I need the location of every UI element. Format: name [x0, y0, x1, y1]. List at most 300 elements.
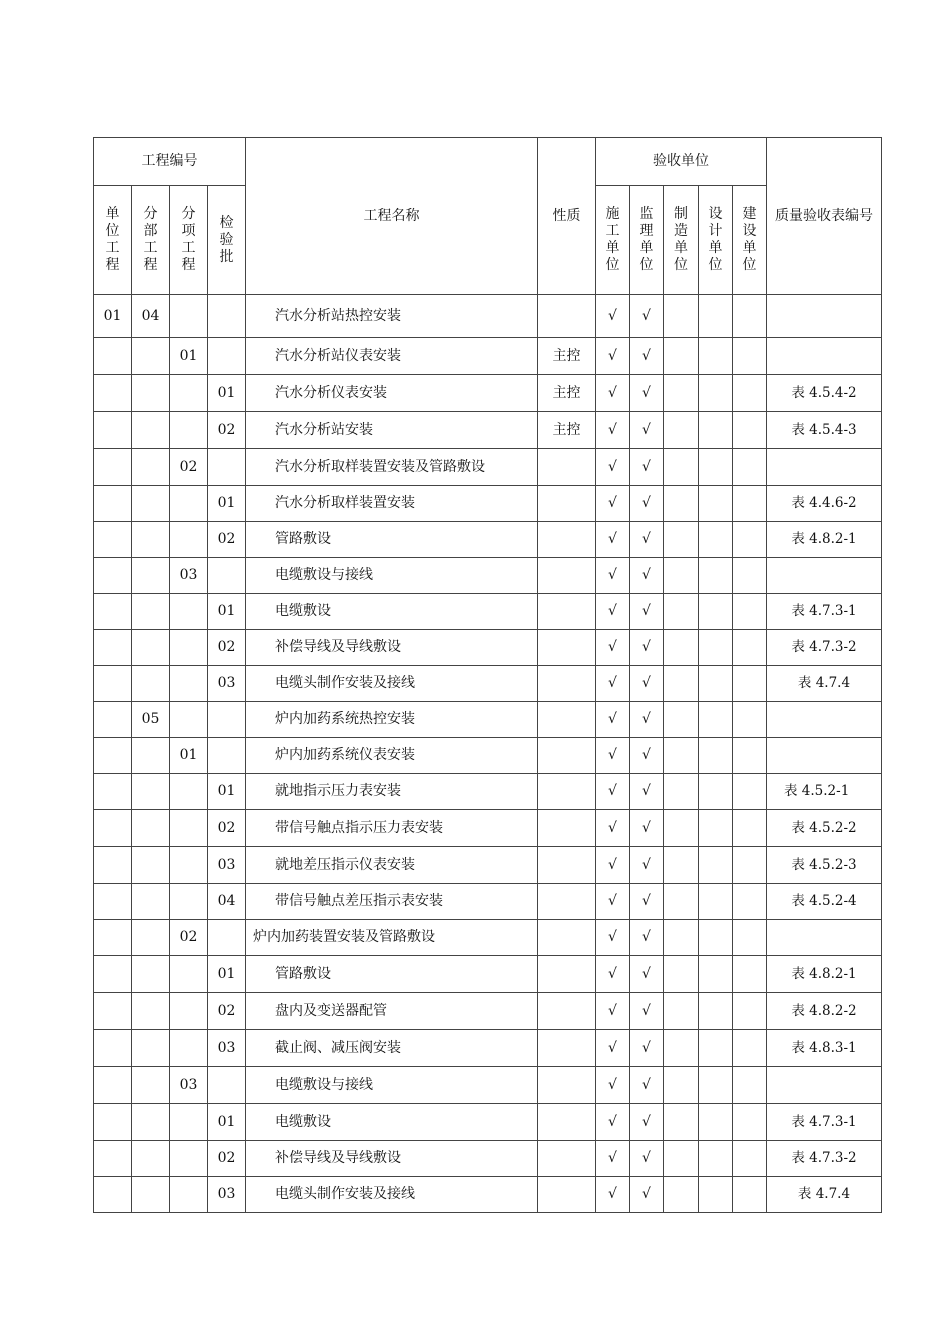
table-row — [94, 810, 882, 847]
table-row — [94, 522, 882, 558]
table-row — [94, 375, 882, 412]
supervision-check: √ — [630, 594, 664, 630]
construction-check: √ — [596, 884, 630, 920]
form-number-cell: 表 4.8.2-1 — [767, 522, 882, 558]
nature-cell — [538, 522, 596, 558]
nature-cell — [538, 993, 596, 1030]
manufacturing-cell — [664, 486, 699, 522]
unit-cell — [94, 702, 132, 738]
table-row — [94, 338, 882, 375]
unit-cell: 01 — [94, 295, 132, 338]
owner-cell — [733, 1067, 767, 1104]
supervision-check: √ — [630, 993, 664, 1030]
item-cell — [170, 1030, 208, 1067]
supervision-check: √ — [630, 1030, 664, 1067]
header-form-number-text: 质量验收表编号 — [775, 207, 873, 224]
item-cell — [170, 594, 208, 630]
item-cell — [170, 1141, 208, 1177]
construction-check: √ — [596, 774, 630, 810]
part-cell — [132, 1030, 170, 1067]
name-cell: 截止阀、减压阀安装 — [246, 1030, 538, 1067]
header-project-code: 工程编号 — [94, 138, 246, 186]
name-cell: 炉内加药装置安装及管路敷设 — [246, 920, 538, 956]
form-number-cell: 表 4.8.3-1 — [767, 1030, 882, 1067]
part-cell — [132, 666, 170, 702]
header-construction — [596, 186, 630, 295]
nature-cell — [538, 956, 596, 993]
unit-cell — [94, 449, 132, 486]
manufacturing-cell — [664, 774, 699, 810]
unit-cell — [94, 594, 132, 630]
owner-cell — [733, 522, 767, 558]
manufacturing-cell — [664, 630, 699, 666]
table-row — [94, 1104, 882, 1141]
header-unit-project — [94, 186, 132, 295]
design-cell — [699, 1104, 733, 1141]
construction-check: √ — [596, 920, 630, 956]
nature-cell — [538, 666, 596, 702]
nature-cell — [538, 1067, 596, 1104]
header-supervision-text: 监理单位 — [639, 206, 654, 273]
nature-cell — [538, 1177, 596, 1213]
owner-cell — [733, 449, 767, 486]
unit-cell — [94, 847, 132, 884]
unit-cell — [94, 1067, 132, 1104]
item-cell — [170, 774, 208, 810]
supervision-check: √ — [630, 774, 664, 810]
part-cell: 05 — [132, 702, 170, 738]
form-number-cell: 表 4.7.3-1 — [767, 594, 882, 630]
header-design-text: 设计单位 — [708, 206, 723, 273]
supervision-check: √ — [630, 449, 664, 486]
design-cell — [699, 375, 733, 412]
design-cell — [699, 1177, 733, 1213]
design-cell — [699, 594, 733, 630]
supervision-check: √ — [630, 1141, 664, 1177]
table-row — [94, 774, 882, 810]
table-row — [94, 666, 882, 702]
header-supervision — [630, 186, 664, 295]
supervision-check: √ — [630, 412, 664, 449]
table-row — [94, 1177, 882, 1213]
batch-cell — [208, 702, 246, 738]
table-row — [94, 412, 882, 449]
form-number-cell: 表 4.7.4 — [767, 666, 882, 702]
item-cell — [170, 702, 208, 738]
header-unit-project-text: 单位工程 — [105, 206, 120, 273]
owner-cell — [733, 738, 767, 774]
construction-check: √ — [596, 1030, 630, 1067]
unit-cell — [94, 338, 132, 375]
manufacturing-cell — [664, 810, 699, 847]
supervision-check: √ — [630, 1177, 664, 1213]
part-cell — [132, 449, 170, 486]
header-construction-text: 施工单位 — [605, 206, 620, 273]
construction-check: √ — [596, 295, 630, 338]
construction-check: √ — [596, 738, 630, 774]
name-cell: 汽水分析站仪表安装 — [246, 338, 538, 375]
design-cell — [699, 956, 733, 993]
construction-check: √ — [596, 847, 630, 884]
supervision-check: √ — [630, 558, 664, 594]
construction-check: √ — [596, 956, 630, 993]
design-cell — [699, 774, 733, 810]
supervision-check: √ — [630, 1067, 664, 1104]
design-cell — [699, 847, 733, 884]
unit-cell — [94, 920, 132, 956]
manufacturing-cell — [664, 993, 699, 1030]
owner-cell — [733, 920, 767, 956]
construction-check: √ — [596, 1067, 630, 1104]
batch-cell: 02 — [208, 1141, 246, 1177]
table-body — [94, 295, 882, 1213]
manufacturing-cell — [664, 920, 699, 956]
name-cell: 电缆敷设 — [246, 594, 538, 630]
nature-cell: 主控 — [538, 412, 596, 449]
design-cell — [699, 810, 733, 847]
design-cell — [699, 993, 733, 1030]
construction-check: √ — [596, 594, 630, 630]
batch-cell: 02 — [208, 993, 246, 1030]
owner-cell — [733, 375, 767, 412]
unit-cell — [94, 666, 132, 702]
part-cell — [132, 630, 170, 666]
form-number-cell: 表 4.5.2-2 — [767, 810, 882, 847]
form-number-cell — [767, 1067, 882, 1104]
manufacturing-cell — [664, 522, 699, 558]
name-cell: 电缆敷设 — [246, 1104, 538, 1141]
part-cell — [132, 1104, 170, 1141]
nature-cell: 主控 — [538, 338, 596, 375]
nature-cell: 主控 — [538, 375, 596, 412]
part-cell — [132, 486, 170, 522]
nature-cell — [538, 558, 596, 594]
nature-cell — [538, 774, 596, 810]
design-cell — [699, 630, 733, 666]
construction-check: √ — [596, 412, 630, 449]
owner-cell — [733, 486, 767, 522]
form-number-cell — [767, 338, 882, 375]
part-cell — [132, 774, 170, 810]
nature-cell — [538, 486, 596, 522]
name-cell: 补偿导线及导线敷设 — [246, 1141, 538, 1177]
unit-cell — [94, 375, 132, 412]
manufacturing-cell — [664, 956, 699, 993]
batch-cell: 03 — [208, 1030, 246, 1067]
manufacturing-cell — [664, 1177, 699, 1213]
name-cell: 管路敷设 — [246, 956, 538, 993]
header-part-project-text: 分部工程 — [143, 206, 158, 273]
header-part-project — [132, 186, 170, 295]
header-acceptance-units: 验收单位 — [596, 138, 767, 186]
design-cell — [699, 1030, 733, 1067]
form-number-cell — [767, 920, 882, 956]
header-project-name: 工程名称 — [246, 138, 538, 295]
nature-cell — [538, 738, 596, 774]
construction-check: √ — [596, 375, 630, 412]
manufacturing-cell — [664, 1141, 699, 1177]
manufacturing-cell — [664, 375, 699, 412]
form-number-cell: 表 4.5.2-1 — [767, 774, 882, 810]
owner-cell — [733, 412, 767, 449]
item-cell: 03 — [170, 558, 208, 594]
construction-check: √ — [596, 338, 630, 375]
batch-cell: 02 — [208, 522, 246, 558]
form-number-cell — [767, 449, 882, 486]
unit-cell — [94, 993, 132, 1030]
form-number-cell — [767, 702, 882, 738]
construction-check: √ — [596, 702, 630, 738]
form-number-cell: 表 4.7.4 — [767, 1177, 882, 1213]
construction-check: √ — [596, 558, 630, 594]
batch-cell — [208, 920, 246, 956]
part-cell — [132, 956, 170, 993]
supervision-check: √ — [630, 375, 664, 412]
batch-cell: 03 — [208, 1177, 246, 1213]
construction-check: √ — [596, 1104, 630, 1141]
name-cell: 炉内加药系统仪表安装 — [246, 738, 538, 774]
owner-cell — [733, 1030, 767, 1067]
manufacturing-cell — [664, 702, 699, 738]
part-cell — [132, 920, 170, 956]
nature-cell — [538, 920, 596, 956]
nature-cell — [538, 1104, 596, 1141]
name-cell: 汽水分析站热控安装 — [246, 295, 538, 338]
batch-cell: 01 — [208, 375, 246, 412]
name-cell: 补偿导线及导线敷设 — [246, 630, 538, 666]
construction-check: √ — [596, 666, 630, 702]
item-cell — [170, 810, 208, 847]
header-design — [699, 186, 733, 295]
batch-cell: 01 — [208, 774, 246, 810]
item-cell — [170, 522, 208, 558]
item-cell — [170, 847, 208, 884]
unit-cell — [94, 884, 132, 920]
owner-cell — [733, 1177, 767, 1213]
supervision-check: √ — [630, 486, 664, 522]
name-cell: 电缆头制作安装及接线 — [246, 1177, 538, 1213]
name-cell: 带信号触点差压指示表安装 — [246, 884, 538, 920]
item-cell: 03 — [170, 1067, 208, 1104]
part-cell — [132, 558, 170, 594]
construction-check: √ — [596, 810, 630, 847]
owner-cell — [733, 630, 767, 666]
name-cell: 电缆敷设与接线 — [246, 558, 538, 594]
manufacturing-cell — [664, 295, 699, 338]
owner-cell — [733, 666, 767, 702]
owner-cell — [733, 774, 767, 810]
unit-cell — [94, 810, 132, 847]
name-cell: 汽水分析取样装置安装 — [246, 486, 538, 522]
table-row — [94, 702, 882, 738]
manufacturing-cell — [664, 412, 699, 449]
part-cell — [132, 738, 170, 774]
form-number-cell: 表 4.5.2-3 — [767, 847, 882, 884]
name-cell: 汽水分析仪表安装 — [246, 375, 538, 412]
item-cell — [170, 884, 208, 920]
header-item-project-text: 分项工程 — [181, 206, 196, 273]
table-row — [94, 956, 882, 993]
manufacturing-cell — [664, 884, 699, 920]
design-cell — [699, 738, 733, 774]
table-row — [94, 993, 882, 1030]
nature-cell — [538, 449, 596, 486]
unit-cell — [94, 1177, 132, 1213]
name-cell: 炉内加药系统热控安装 — [246, 702, 538, 738]
item-cell — [170, 486, 208, 522]
owner-cell — [733, 594, 767, 630]
batch-cell — [208, 449, 246, 486]
batch-cell: 01 — [208, 956, 246, 993]
header-manufacturing-text: 制造单位 — [674, 206, 688, 273]
name-cell: 盘内及变送器配管 — [246, 993, 538, 1030]
construction-check: √ — [596, 993, 630, 1030]
part-cell — [132, 810, 170, 847]
construction-check: √ — [596, 1177, 630, 1213]
name-cell: 管路敷设 — [246, 522, 538, 558]
unit-cell — [94, 522, 132, 558]
item-cell: 02 — [170, 449, 208, 486]
header-nature: 性质 — [538, 138, 596, 295]
batch-cell — [208, 558, 246, 594]
name-cell: 汽水分析取样装置安装及管路敷设 — [246, 449, 538, 486]
header-manufacturing — [664, 186, 699, 295]
table-row — [94, 1067, 882, 1104]
unit-cell — [94, 412, 132, 449]
table-row — [94, 449, 882, 486]
owner-cell — [733, 956, 767, 993]
nature-cell — [538, 884, 596, 920]
design-cell — [699, 558, 733, 594]
part-cell: 04 — [132, 295, 170, 338]
unit-cell — [94, 774, 132, 810]
design-cell — [699, 295, 733, 338]
nature-cell — [538, 1141, 596, 1177]
unit-cell — [94, 738, 132, 774]
name-cell: 就地指示压力表安装 — [246, 774, 538, 810]
part-cell — [132, 847, 170, 884]
name-cell: 带信号触点指示压力表安装 — [246, 810, 538, 847]
form-number-cell: 表 4.8.2-2 — [767, 993, 882, 1030]
batch-cell: 02 — [208, 412, 246, 449]
item-cell — [170, 295, 208, 338]
manufacturing-cell — [664, 558, 699, 594]
part-cell — [132, 993, 170, 1030]
table-row — [94, 594, 882, 630]
batch-cell — [208, 295, 246, 338]
manufacturing-cell — [664, 1030, 699, 1067]
supervision-check: √ — [630, 1104, 664, 1141]
unit-cell — [94, 1104, 132, 1141]
nature-cell — [538, 295, 596, 338]
supervision-check: √ — [630, 738, 664, 774]
supervision-check: √ — [630, 666, 664, 702]
nature-cell — [538, 847, 596, 884]
owner-cell — [733, 295, 767, 338]
unit-cell — [94, 956, 132, 993]
name-cell: 就地差压指示仪表安装 — [246, 847, 538, 884]
item-cell — [170, 630, 208, 666]
manufacturing-cell — [664, 666, 699, 702]
header-owner-text: 建设单位 — [742, 206, 757, 273]
owner-cell — [733, 993, 767, 1030]
design-cell — [699, 920, 733, 956]
manufacturing-cell — [664, 738, 699, 774]
table-row — [94, 486, 882, 522]
batch-cell — [208, 738, 246, 774]
construction-check: √ — [596, 522, 630, 558]
nature-cell — [538, 702, 596, 738]
supervision-check: √ — [630, 338, 664, 375]
design-cell — [699, 702, 733, 738]
header-owner — [733, 186, 767, 295]
acceptance-table — [93, 137, 882, 1213]
supervision-check: √ — [630, 884, 664, 920]
header-item-project — [170, 186, 208, 295]
design-cell — [699, 486, 733, 522]
batch-cell: 02 — [208, 810, 246, 847]
part-cell — [132, 884, 170, 920]
form-number-cell — [767, 738, 882, 774]
table-row — [94, 630, 882, 666]
unit-cell — [94, 1141, 132, 1177]
nature-cell — [538, 594, 596, 630]
nature-cell — [538, 1030, 596, 1067]
supervision-check: √ — [630, 702, 664, 738]
table-row — [94, 1141, 882, 1177]
manufacturing-cell — [664, 1104, 699, 1141]
manufacturing-cell — [664, 449, 699, 486]
form-number-cell: 表 4.4.6-2 — [767, 486, 882, 522]
part-cell — [132, 522, 170, 558]
batch-cell: 04 — [208, 884, 246, 920]
design-cell — [699, 338, 733, 375]
design-cell — [699, 666, 733, 702]
table-row — [94, 295, 882, 338]
owner-cell — [733, 338, 767, 375]
form-number-cell: 表 4.7.3-2 — [767, 1141, 882, 1177]
batch-cell: 01 — [208, 486, 246, 522]
owner-cell — [733, 810, 767, 847]
part-cell — [132, 412, 170, 449]
supervision-check: √ — [630, 630, 664, 666]
owner-cell — [733, 847, 767, 884]
form-number-cell: 表 4.8.2-1 — [767, 956, 882, 993]
owner-cell — [733, 558, 767, 594]
part-cell — [132, 594, 170, 630]
supervision-check: √ — [630, 956, 664, 993]
table-row — [94, 920, 882, 956]
design-cell — [699, 449, 733, 486]
nature-cell — [538, 810, 596, 847]
batch-cell — [208, 338, 246, 375]
design-cell — [699, 1067, 733, 1104]
table-row — [94, 847, 882, 884]
construction-check: √ — [596, 1141, 630, 1177]
owner-cell — [733, 1141, 767, 1177]
item-cell — [170, 666, 208, 702]
supervision-check: √ — [630, 810, 664, 847]
nature-cell — [538, 630, 596, 666]
header-form-number — [767, 138, 882, 295]
supervision-check: √ — [630, 847, 664, 884]
table-row — [94, 558, 882, 594]
table-row — [94, 1030, 882, 1067]
part-cell — [132, 375, 170, 412]
design-cell — [699, 522, 733, 558]
item-cell: 02 — [170, 920, 208, 956]
batch-cell: 03 — [208, 666, 246, 702]
